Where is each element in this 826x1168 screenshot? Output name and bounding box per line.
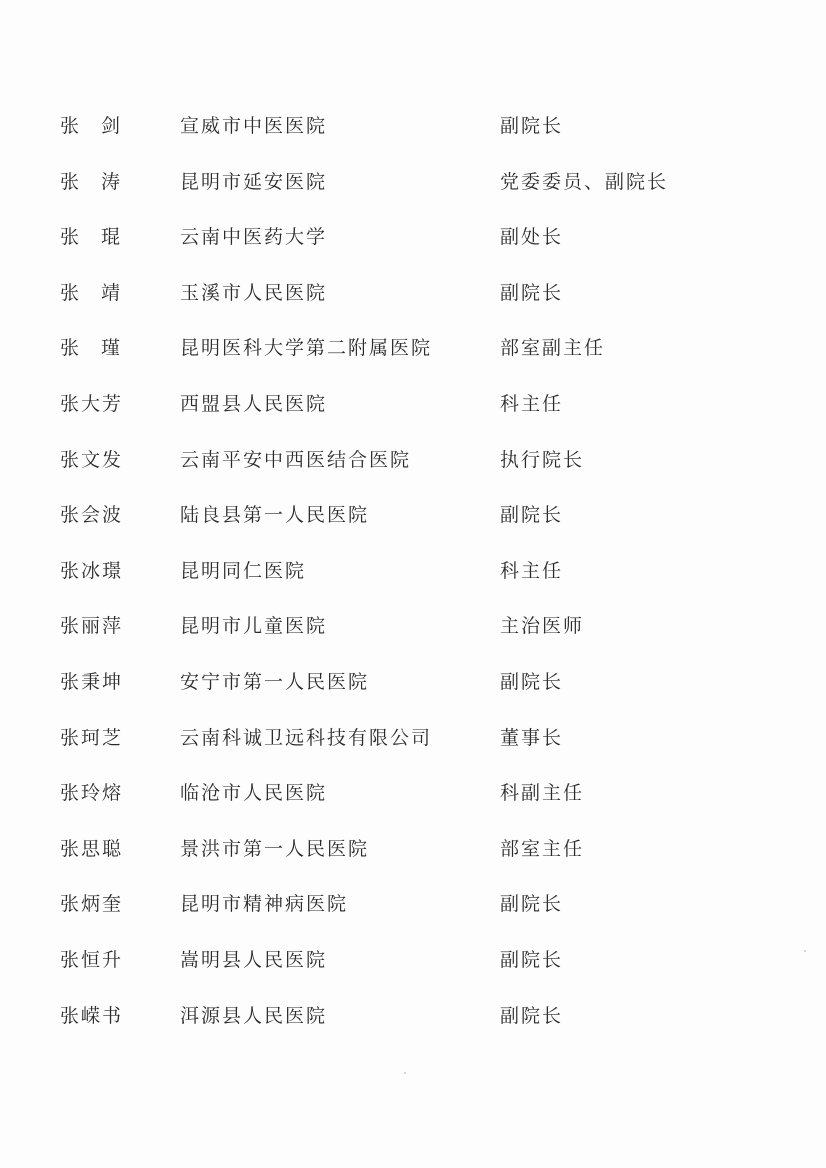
position-title: 副院长 [500,504,564,527]
position-title: 副院长 [500,948,564,971]
position-title: 副院长 [500,281,564,304]
person-name: 张剑 [60,115,143,137]
organization: 嵩明县人民医院 [180,948,328,971]
organization: 昆明市延安医院 [180,170,328,193]
list-item [0,831,826,887]
person-name: 张嵘书 [60,1004,124,1027]
organization: 昆明市精神病医院 [180,893,349,916]
organization: 陆良县第一人民医院 [180,504,370,527]
person-name: 张会波 [60,504,124,527]
position-title: 副院长 [500,670,564,693]
person-name: 张思聪 [60,837,124,860]
position-title: 部室副主任 [500,337,606,360]
list-item [0,775,826,831]
list-item [0,386,826,442]
person-name: 张大芳 [60,392,124,415]
organization: 云南科诚卫远科技有限公司 [180,726,433,749]
person-name: 张秉坤 [60,670,124,693]
organization: 安宁市第一人民医院 [180,670,370,693]
position-title: 科主任 [500,559,564,582]
person-name: 张丽萍 [60,615,124,638]
list-item [0,164,826,220]
organization: 昆明医科大学第二附属医院 [180,337,433,360]
position-title: 副院长 [500,1004,564,1027]
list-item [0,998,826,1054]
organization: 临沧市人民医院 [180,782,328,805]
position-title: 副院长 [500,115,564,137]
list-item [0,608,826,664]
position-title: 党委委员、副院长 [500,170,669,193]
list-item [0,664,826,720]
list-item [0,942,826,998]
person-name: 张靖 [60,281,143,304]
organization: 西盟县人民医院 [180,392,328,415]
list-item [0,720,826,776]
position-title: 主治医师 [500,615,585,638]
list-item [0,219,826,275]
position-title: 副院长 [500,893,564,916]
person-name: 张珂芝 [60,726,124,749]
organization: 玉溪市人民医院 [180,281,328,304]
list-item [0,442,826,498]
scan-speck [404,1072,406,1074]
person-name: 张恒升 [60,948,124,971]
list-item [0,886,826,942]
position-title: 董事长 [500,726,564,749]
organization: 云南中医药大学 [180,226,328,249]
person-name: 张琨 [60,226,143,249]
list-item [0,497,826,553]
position-title: 部室主任 [500,837,585,860]
organization: 洱源县人民医院 [180,1004,328,1027]
position-title: 执行院长 [500,448,585,471]
position-title: 副处长 [500,226,564,249]
person-name: 张炳奎 [60,893,124,916]
organization: 昆明市儿童医院 [180,615,328,638]
list-item [0,108,826,164]
person-name: 张玲熔 [60,782,124,805]
position-title: 科主任 [500,392,564,415]
organization: 昆明同仁医院 [180,559,307,582]
organization: 宣威市中医医院 [180,115,328,137]
person-name: 张瑾 [60,337,143,360]
list-item [0,330,826,386]
person-name: 张冰璟 [60,559,124,582]
list-item [0,553,826,609]
personnel-list [0,108,826,1053]
position-title: 科副主任 [500,782,585,805]
person-name: 张涛 [60,170,143,193]
list-item [0,275,826,331]
person-name: 张文发 [60,448,124,471]
scan-speck [804,950,806,952]
organization: 云南平安中西医结合医院 [180,448,412,471]
organization: 景洪市第一人民医院 [180,837,370,860]
